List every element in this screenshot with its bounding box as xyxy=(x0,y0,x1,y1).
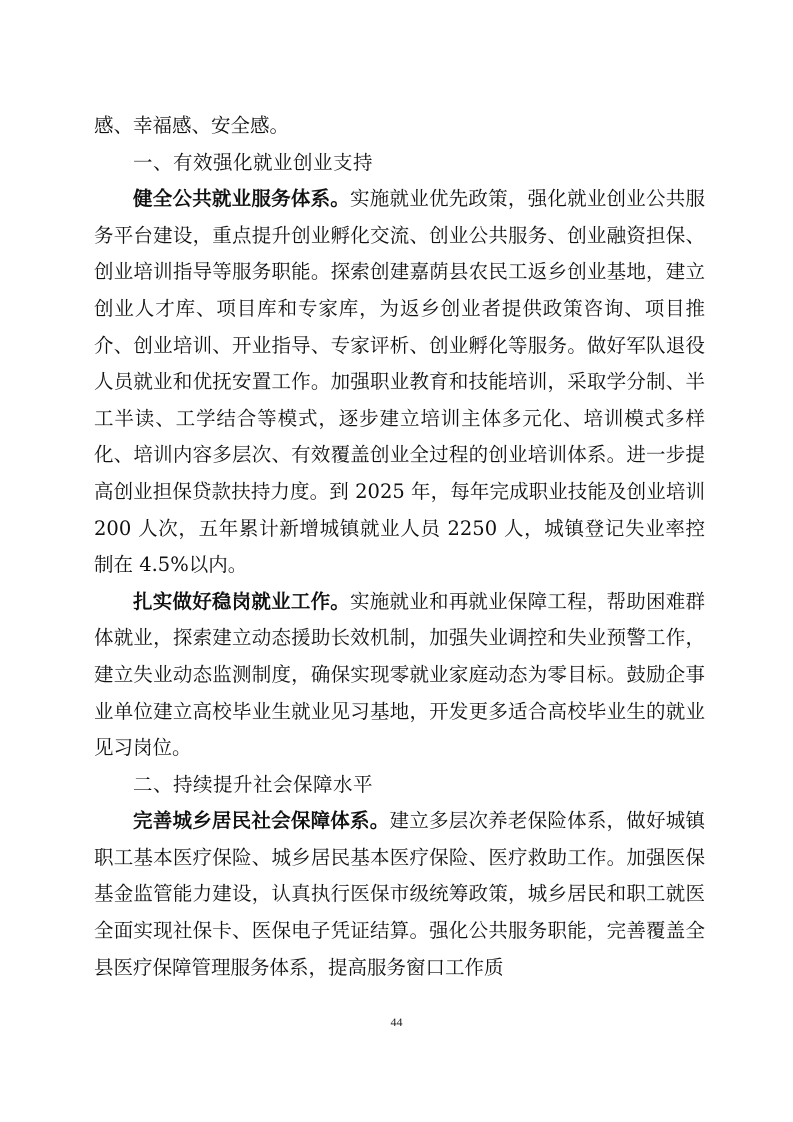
paragraph-lead-title: 扎实做好稳岗就业工作。 xyxy=(133,589,351,613)
paragraph-body: 实施就业优先政策，强化就业创业公共服务平台建设，重点提升创业孵化交流、创业公共服务、创业融资担保、创业培训指导等服务职能。探索创建嘉荫县农民工返乡创业基地，建立创业人才库、项目库和专家库，为返乡创业者提供政策咨询、项目推介、创业培训、开业指导、专家评析、创业孵化等服务。做好军队退役人员就业和优抚安置工作。加强职业教育和技能培训，采取学分制、半工半读、工学结合等模式，逐步建立培训主体多元化、培训模式多样化、培训内容多层次、有效覆盖创业全过程的创业培训体系。进一步提高创业担保贷款扶持力度。到 2025 年，每年完成职业技能及创业培训 200 人次，五年累计新增城镇就业人员 2250 人，城镇登记失业率控制在 4.5%以内。 xyxy=(94,187,705,577)
page-number: 44 xyxy=(390,1015,403,1029)
paragraph-public-employment-service xyxy=(94,181,705,584)
section-heading-2: 二、持续提升社会保障水平 xyxy=(133,772,374,796)
document-body xyxy=(94,108,705,986)
paragraph-lead-title: 完善城乡居民社会保障体系。 xyxy=(133,809,390,833)
paragraph-stable-employment xyxy=(94,584,705,767)
section-heading-1: 一、有效强化就业创业支持 xyxy=(133,150,374,174)
paragraph-continuation: 感、幸福感、安全感。 xyxy=(94,114,290,137)
paragraph-body: 实施就业和再就业保障工程，帮助困难群体就业，探索建立动态援助长效机制，加强失业调控和失业预警工作，建立失业动态监测制度，确保实现零就业家庭动态为零目标。鼓励企事业单位建立高校毕业生就业见习基地，开发更多适合高校毕业生的就业见习岗位。 xyxy=(94,589,705,760)
paragraph-social-security-system xyxy=(94,803,705,986)
paragraph-body: 建立多层次养老保险体系，做好城镇职工基本医疗保险、城乡居民基本医疗保险、医疗救助工作。加强医保基金监管能力建设，认真执行医保市级统筹政策，城乡居民和职工就医全面实现社保卡、医保电子凭证结算。强化公共服务职能，完善覆盖全县医疗保障管理服务体系，提高服务窗口工作质 xyxy=(94,809,705,979)
paragraph-lead-title: 健全公共就业服务体系。 xyxy=(133,187,351,211)
